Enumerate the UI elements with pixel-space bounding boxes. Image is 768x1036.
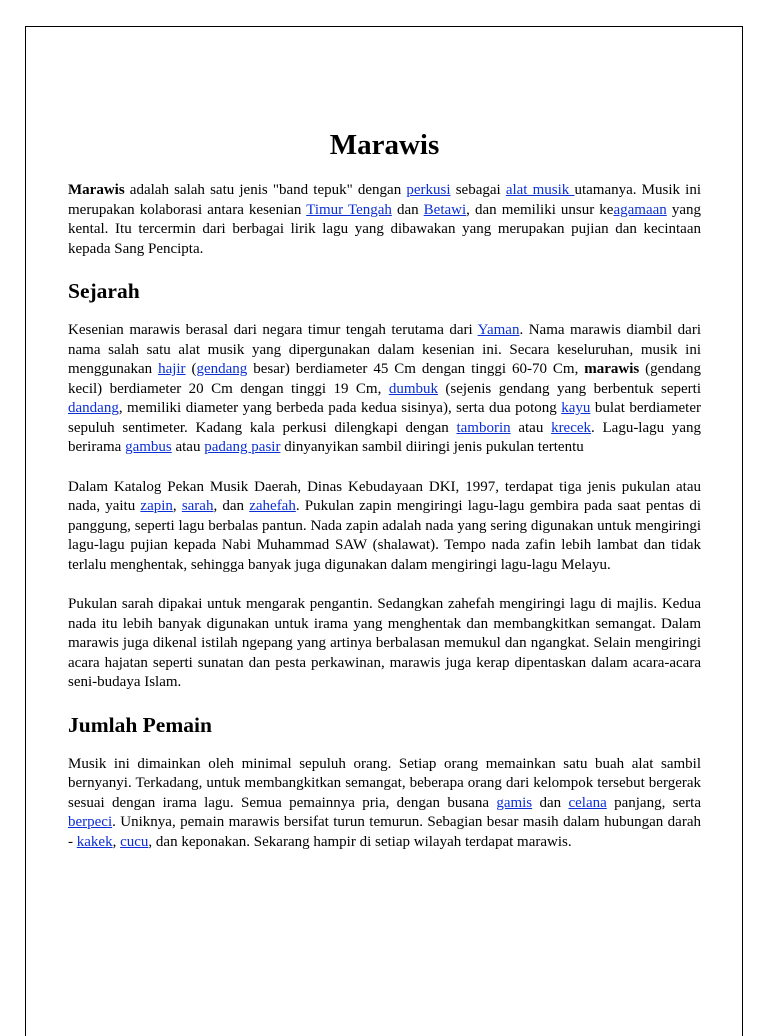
text: bulat berdiameter sepuluh sentimeter. Kadang kala perkusi dilengkapi dengan (68, 400, 701, 436)
link-timur-tengah[interactable]: Timur Tengah (306, 201, 392, 218)
link-krecek[interactable]: krecek (551, 419, 592, 436)
text: (sejenis gendang yang berbentuk seperti (437, 380, 701, 397)
intro-paragraph (68, 181, 701, 259)
text: . Lagu-lagu yang berirama (68, 419, 702, 455)
link-kayu[interactable]: kayu (561, 400, 591, 416)
text: . Uniknya, pemain marawis bersifat turun temurun. Sebagian besar masih dalam hubungan darah - (68, 814, 701, 850)
text: dan (532, 794, 569, 811)
link-zapin[interactable]: zapin (140, 498, 173, 514)
sejarah-paragraph-3: Pukulan sarah dipakai untuk mengarak pengantin. Sedangkan zahefah mengiringi lagu di majlis. Kedua nada itu lebih banyak digunakan untuk irama yang menghentak dan membangkitkan semangat. Dalam marawis juga dikenal istilah ngepang yang artinya berbalasan memukul dan ngangkat. Selain mengiringi acara hajatan seperti sunatan dan pesta perkawinan, marawis juga kerap dipentaskan dalam acara-acara seni-budaya Islam. (68, 596, 701, 690)
jumlah-paragraph-1 (68, 755, 701, 853)
link-alat-musik[interactable]: alat musik (505, 182, 575, 198)
text: yang kental. Itu tercermin dari berbagai lirik lagu yang dibawakan yang merupakan pujian dan kecintaan kepada Sang Pencipta. (68, 201, 701, 257)
document-page (25, 26, 743, 1036)
link-agamaan[interactable]: agamaan (613, 201, 667, 218)
link-zahefah[interactable]: zahefah (249, 498, 296, 514)
text: atau (171, 439, 205, 455)
link-berpeci[interactable]: berpeci (68, 814, 113, 830)
heading-sejarah: Sejarah (68, 279, 140, 303)
document-content (68, 127, 701, 872)
link-yaman[interactable]: Yaman (477, 322, 520, 338)
text: panjang, serta (606, 794, 701, 811)
text: dan (391, 201, 424, 218)
sejarah-paragraph-1 (68, 321, 701, 458)
text: , memiliki diameter yang berbeda pada kedua sisinya), serta dua potong (118, 400, 562, 416)
link-gambus[interactable]: gambus (125, 439, 172, 455)
text: (gendang kecil) berdiameter 20 Cm dengan tinggi 19 Cm, (68, 361, 701, 397)
link-padang-pasir[interactable]: padang pasir (204, 439, 281, 455)
link-sarah[interactable]: sarah (181, 498, 214, 514)
text: sebagai (450, 182, 506, 198)
text: Musik ini dimainkan oleh minimal sepuluh orang. Setiap orang memainkan satu buah alat sambil bernyanyi. Terkadang, untuk membangkitkan semangat, beberapa orang dari kelompok tersebut bergerak sesuai dengan irama lagu. Semua pemainnya pria, dengan busana (68, 755, 701, 811)
link-hajir[interactable]: hajir (158, 361, 186, 377)
link-gendang[interactable]: gendang (196, 361, 248, 377)
text: . Nama marawis diambil dari nama salah satu alat musik yang dipergunakan dalam kesenian ini. Secara keseluruhan, musik ini menggunakan (68, 322, 701, 377)
heading-jumlah-pemain: Jumlah Pemain (68, 712, 212, 737)
text: utamanya. Musik ini merupakan kolaborasi antara kesenian (68, 182, 701, 218)
text: ( (185, 361, 197, 377)
text: Dalam Katalog Pekan Musik Daerah, Dinas Kebudayaan DKI, 1997, terdapat tiga jenis pukulan atau nada, yaitu (68, 478, 701, 514)
text: adalah salah satu jenis "band tepuk" dengan (124, 182, 407, 198)
sejarah-paragraph-2 (68, 478, 701, 576)
link-gamis[interactable]: gamis (496, 794, 533, 811)
text: besar) berdiameter 45 Cm dengan tinggi 60-70 Cm, (247, 361, 585, 377)
link-cucu[interactable]: cucu (120, 833, 149, 850)
text: . Pukulan zapin mengiringi lagu-lagu gembira pada saat pentas di panggung, seperti lagu berbalas pantun. Nada zapin adalah nada yang sering digunakan untuk mengiringi lagu-lagu pujian kepada Nabi Muhammad SAW (shalawat). Tempo nada zafin lebih lambat dan tidak terlalu menghentak, sehingga banyak juga digunakan dalam mengiringi lagu-lagu Melayu. (68, 498, 702, 573)
page-title: Marawis (329, 129, 440, 161)
text: dinyanyikan sambil diiringi jenis pukulan tertentu (280, 439, 584, 455)
link-kakek[interactable]: kakek (76, 833, 113, 850)
term-marawis-bold: marawis (584, 361, 640, 377)
link-dandang[interactable]: dandang (68, 400, 119, 416)
link-dumbuk[interactable]: dumbuk (388, 380, 438, 397)
text: atau (510, 419, 552, 436)
link-tamborin[interactable]: tamborin (456, 419, 511, 436)
link-celana[interactable]: celana (568, 794, 607, 811)
term-marawis: Marawis (68, 182, 125, 198)
text: , dan (213, 498, 250, 514)
text: Kesenian marawis berasal dari negara timur tengah terutama dari (68, 322, 478, 338)
text: , (112, 833, 121, 850)
text: , dan memiliki unsur ke (466, 201, 614, 218)
link-betawi[interactable]: Betawi (423, 201, 467, 218)
link-perkusi[interactable]: perkusi (406, 182, 451, 198)
text: , (172, 498, 182, 514)
text: , dan keponakan. Sekarang hampir di setiap wilayah terdapat marawis. (148, 833, 572, 850)
